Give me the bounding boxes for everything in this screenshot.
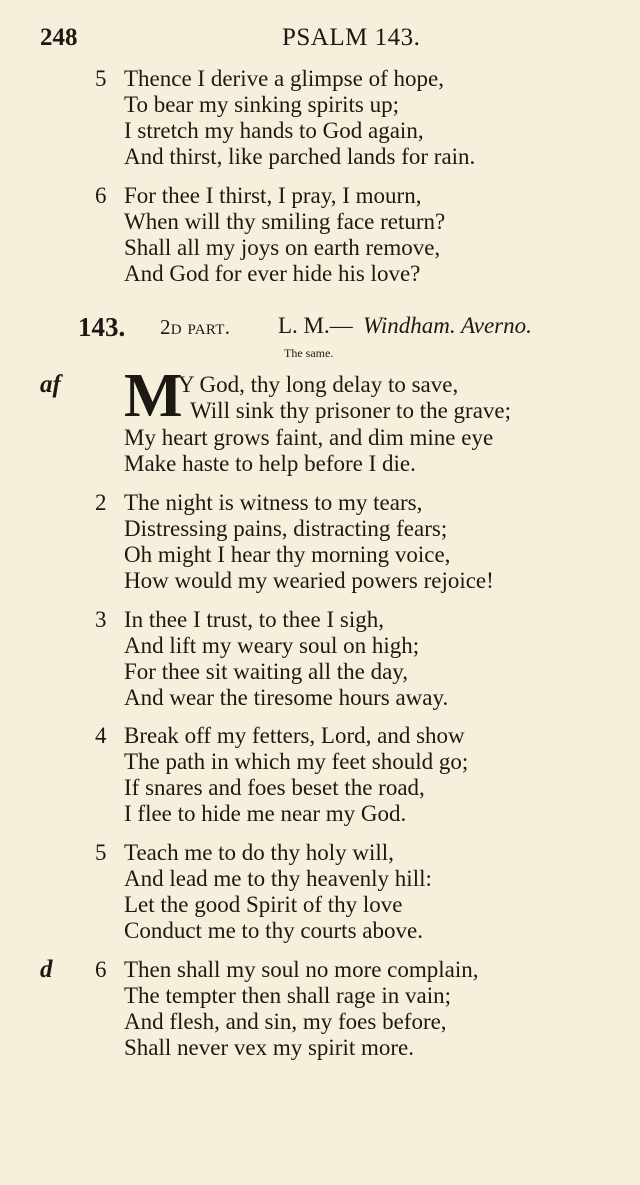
verse-line: Conduct me to thy courts above. xyxy=(124,918,423,943)
verse-line: Break off my fetters, Lord, and show xyxy=(124,723,465,748)
verse-line: In thee I trust, to thee I sigh, xyxy=(124,607,384,632)
verse-line: To bear my sinking spirits up; xyxy=(124,92,400,117)
verse-line: My heart grows faint, and dim mine eye xyxy=(124,425,494,450)
verse-number: 6 xyxy=(95,957,107,982)
verse-line: The path in which my feet should go; xyxy=(124,749,469,774)
verse-line: For thee sit waiting all the day, xyxy=(124,659,409,684)
verse-line: Shall never vex my spirit more. xyxy=(124,1035,414,1060)
drop-cap: M xyxy=(124,362,183,430)
dynamic-marking: af xyxy=(40,371,61,398)
verse-line: Teach me to do thy holy will, xyxy=(124,840,394,865)
verse-line: Thence I derive a glimpse of hope, xyxy=(124,66,444,91)
hymn-heading xyxy=(78,312,618,344)
running-head: PSALM 143. xyxy=(282,24,421,51)
hymn-number: 143. xyxy=(78,312,126,342)
verse-line: And wear the tiresome hours away. xyxy=(124,685,449,710)
meter-label: L. M.— xyxy=(278,313,353,338)
verse-number: 5 xyxy=(95,840,107,865)
verse-line: I stretch my hands to God again, xyxy=(124,118,424,143)
verse-line: And lead me to thy heavenly hill: xyxy=(124,866,432,891)
verse-line: For thee I thirst, I pray, I mourn, xyxy=(124,183,422,208)
hymn-subtitle: The same. xyxy=(284,346,334,360)
verse-number: 6 xyxy=(95,183,107,208)
verse-line: Make haste to help before I die. xyxy=(124,451,416,476)
verse-line: I flee to hide me near my God. xyxy=(124,801,407,826)
verse-line: Will sink thy prisoner to the grave; xyxy=(190,398,512,423)
tune-names: Windham. Averno. xyxy=(363,313,532,338)
verse-number: 3 xyxy=(95,607,107,632)
verse-line: Shall all my joys on earth remove, xyxy=(124,235,441,260)
verse-line: And God for ever hide his love? xyxy=(124,261,421,286)
verse-line: And lift my weary soul on high; xyxy=(124,633,420,658)
dynamic-marking: d xyxy=(40,956,53,983)
verse-line: Y God, thy long delay to save, xyxy=(178,372,459,397)
verse-line: Distressing pains, distracting fears; xyxy=(124,516,448,541)
verse-line: And flesh, and sin, my foes before, xyxy=(124,1009,447,1034)
verse-number: 4 xyxy=(95,723,107,748)
page-number: 248 xyxy=(40,24,78,51)
verse-line: Let the good Spirit of thy love xyxy=(124,892,403,917)
verse-line: How would my wearied powers rejoice! xyxy=(124,568,494,593)
verse-line: If snares and foes beset the road, xyxy=(124,775,425,800)
verse-line: Then shall my soul no more complain, xyxy=(124,957,479,982)
verse-line: And thirst, like parched lands for rain. xyxy=(124,144,476,169)
part-label: 2d part. xyxy=(160,315,231,339)
page-header xyxy=(40,24,600,56)
verse-line: The tempter then shall rage in vain; xyxy=(124,983,451,1008)
verse-number: 5 xyxy=(95,66,107,91)
verse-line: Oh might I hear thy morning voice, xyxy=(124,542,451,567)
verse-line: The night is witness to my tears, xyxy=(124,490,423,515)
verse-number: 2 xyxy=(95,490,107,515)
verse-line: When will thy smiling face return? xyxy=(124,209,446,234)
